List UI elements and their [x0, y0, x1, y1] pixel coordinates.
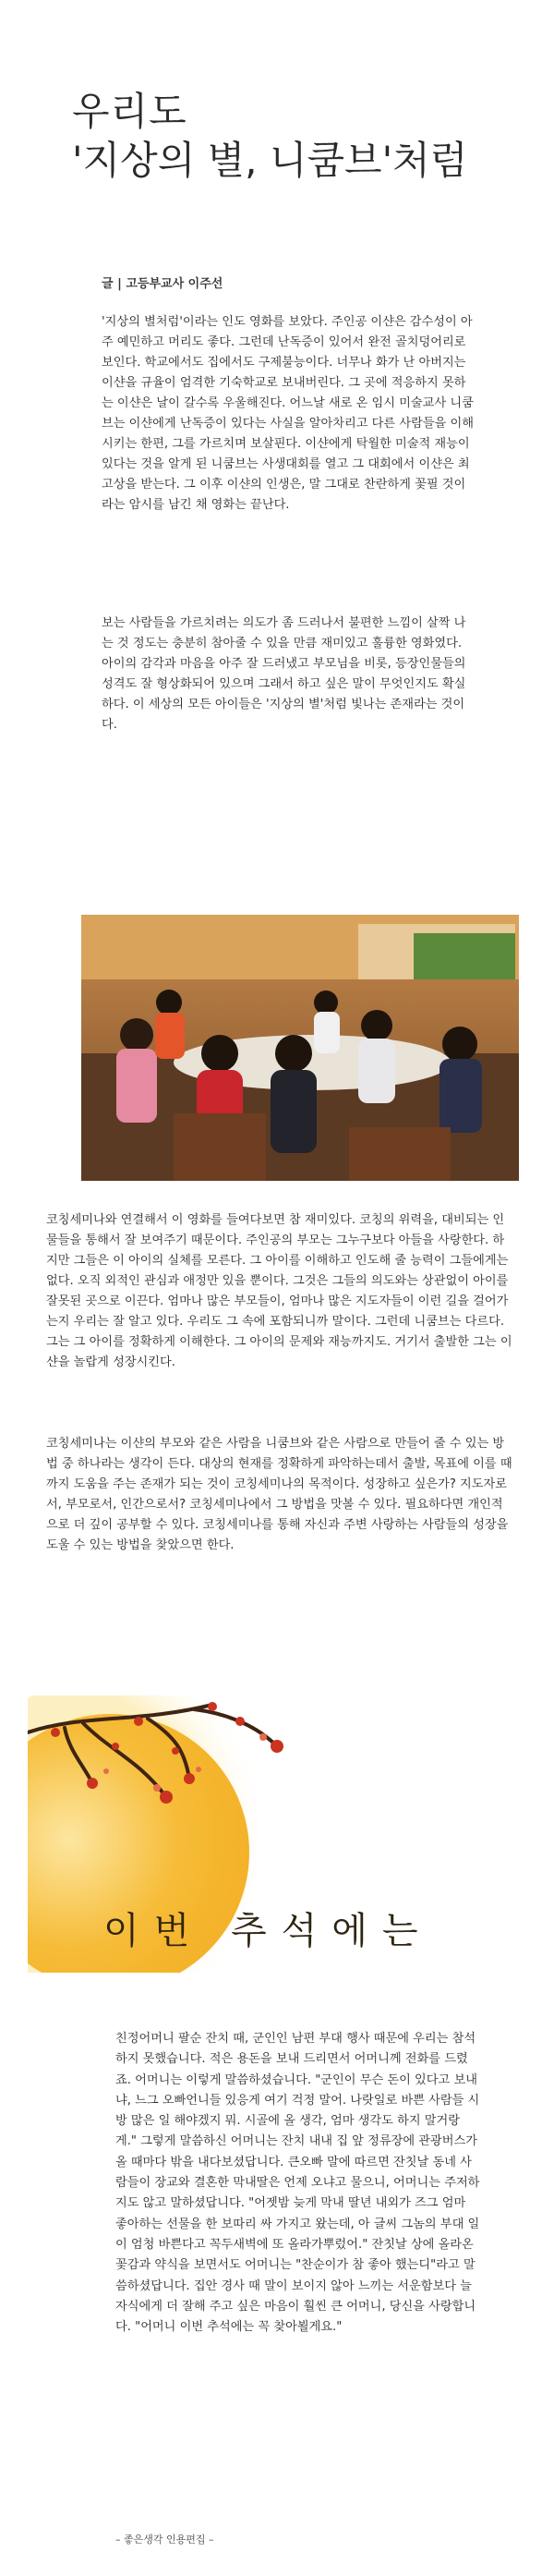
- paragraph-5: 친정어머니 팔순 잔치 때, 군인인 남편 부대 행사 때문에 우리는 참석하지 못했습니다. 적은 용돈을 보내 드리면서 어머니께 전화를 드렸죠. 어머니는 이렇게 말씀하셨습니다. "군인이 무슨 돈이 있다고 보내냐, 느그 오빠언니들 있응게 여기 걱정 말어. 나랏일로 바쁜 사람들 시방 많은 일 해야겠지 뭐. 시골에 올 생각, 엄마 생각도 하지 말거랑게." 그렇게 말씀하신 어머니는 잔치 내내 집 앞 정류장에 관광버스가 올 때마다 밖을 내다보셨답니다. 큰오빠 말에 따르면 잔칫날 동네 사람들이 장교와 결혼한 막내딸은 언제 오냐고 물으니, 어머니는 주저하지도 않고 말하셨답니다. "어젯밤 늦게 막내 딸년 내외가 즈그 엄마 좋아하는 선물을 한 보따리 싸 가지고 왔는데, 아 글씨 그놈의 부대 일이 엄청 바쁜다고 꼭두새벽에 또 올라가뿌렀어." 잔칫날 상에 올라온 꽃감과 약식을 보면서도 어머니는 "찬순이가 참 좋아 했는디"라고 말씀하셨답니다. 집안 경사 때 말이 보이지 않아 느끼는 서운함보다 늘 자식에게 더 잘해 주고 싶은 마음이 훨씬 큰 어머니, 당신을 사랑합니다. "어머니 이번 추석에는 꼭 찾아뵐게요.": [115, 2032, 480, 2335]
- chuseok-heading: 이번 추석에는: [103, 1910, 433, 1952]
- article-title-line1: 우리도: [72, 89, 187, 134]
- source-note: – 좋은생각 인용편집 –: [115, 2533, 214, 2546]
- paragraph-4: 코칭세미나는 이샨의 부모와 같은 사람을 니쿰브와 같은 사람으로 만들어 줄 수 있는 방법 중 하나라는 생각이 든다. 대상의 현재를 정확하게 파악하는데서 출발, 목표에 이를 때까지 도움을 주는 존재가 되는 것이 코칭세미나의 목적이다. 성장하고 싶은가? 지도자로서, 부모로서, 인간으로서? 코칭세미나에서 그 방법을 맛볼 수 있다. 필요하다면 개인적으로 더 깊이 공부할 수 있다. 코칭세미나를 통해 자신과 주변 사랑하는 사람들의 성장을 도울 수 있는 방법을 찾았으면 한다.: [46, 1437, 512, 1552]
- article-title-line2: '지상의 별, 니쿰브'처럼: [72, 138, 468, 183]
- paragraph-3: 코칭세미나와 연결해서 이 영화를 들여다보면 참 재미있다. 코칭의 위력을, 대비되는 인물들을 통해서 잘 보여주기 때문이다. 주인공의 부모는 그누구보다 아들을 사랑한다. 하지만 그들은 이 아이의 실체를 모른다. 그 아이를 이해하고 인도해 줄 능력이 그들에게는 없다. 오직 외적인 관심과 애정만 있을 뿐이다. 그것은 그들의 의도와는 상관없이 아이를 잘못된 곳으로 이끈다. 엄마나 많은 부모들이, 엄마나 많은 지도자들이 이런 길을 걸어가는지 우리는 잘 알고 있다. 우리도 그 속에 포함되니까 말이다. 그런데 니쿰브는 다르다. 그는 그 아이를 정확하게 이해한다. 그 아이의 문제와 재능까지도. 거기서 출발한 그는 이샨을 놀랍게 성장시킨다.: [46, 1213, 512, 1369]
- paragraph-2: 보는 사람들을 가르치려는 의도가 좀 드러나서 불편한 느낌이 살짝 나는 것 정도는 충분히 참아줄 수 있을 만큼 재미있고 훌륭한 영화였다. 아이의 감각과 마음을 아주 잘 드러냈고 부모님을 비롯, 등장인물들의 성격도 잘 형상화되어 있으며 그래서 하고 싶은 말이 무엇인지도 확실하다. 이 세상의 모든 아이들은 '지상의 별'처럼 빛나는 존재라는 것이다.: [102, 616, 466, 732]
- seminar-photo: [81, 915, 519, 1181]
- byline: 글 | 고등부교사 이주선: [102, 277, 223, 291]
- paragraph-1: '지상의 별처럼'이라는 인도 영화를 보았다. 주인공 이샨은 감수성이 아주 예민하고 머리도 좋다. 그런데 난독증이 있어서 완전 골치덩어리로 보인다. 학교에서도 집에서도 구제불능이다. 너무나 화가 난 아버지는 이샨을 규율이 엄격한 기숙학교로 보내버린다. 그 곳에 적응하지 못하는 이샨은 날이 갈수록 우울해진다. 어느날 새로 온 임시 미술교사 니쿰브는 이샨에게 난독증이 있다는 사실을 알아차리고 다른 사람들을 이해시키는 한편, 그를 가르치며 보살핀다. 이샨에게 탁월한 미술적 재능이 있다는 것을 알게 된 니쿰브는 사생대회를 열고 그 대회에서 이샨은 최고상을 받는다. 그 이후 이샨의 인생은, 말 그대로 찬란하게 꽃필 것이라는 암시를 남긴 채 영화는 끝난다.: [102, 315, 474, 512]
